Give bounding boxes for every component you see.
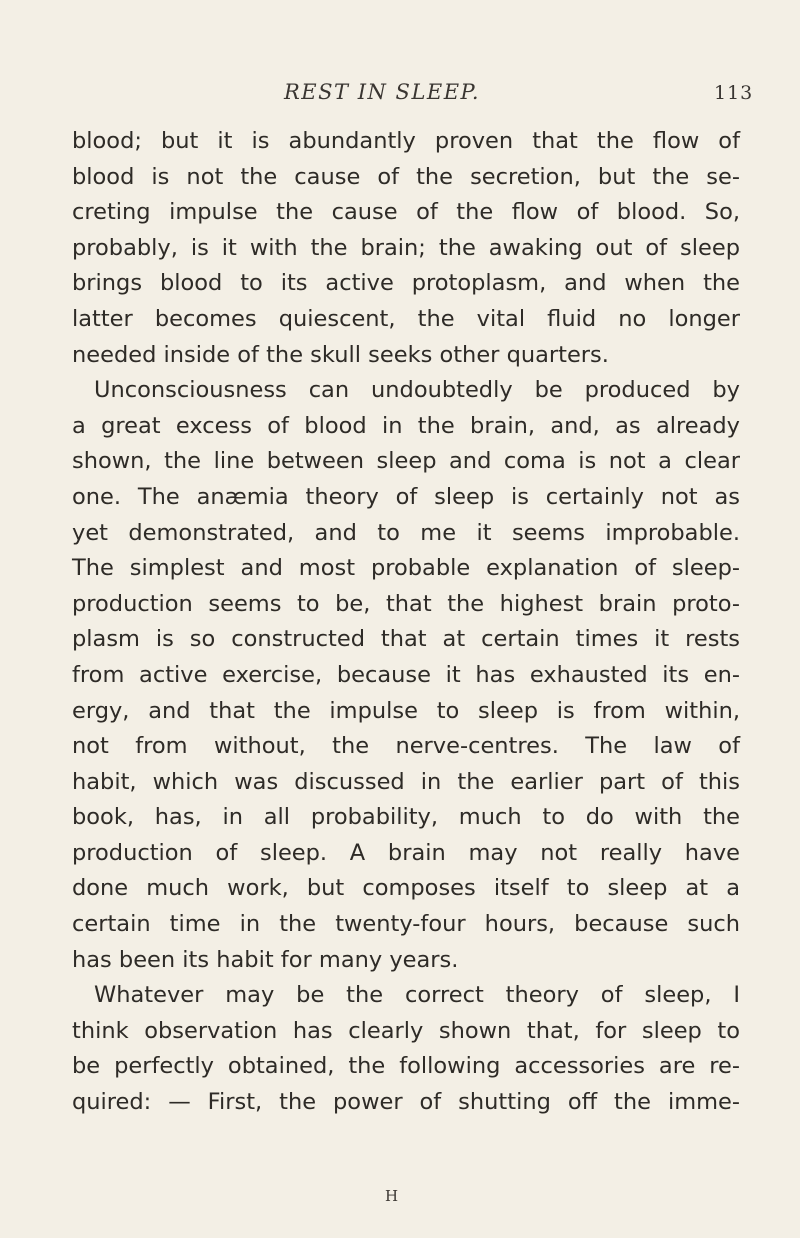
text-line: brings blood to its active protoplasm, and when the: [72, 270, 740, 297]
text-line: certain time in the twenty-four hours, because such: [72, 911, 740, 938]
text-line: latter becomes quiescent, the vital fluid no longer: [72, 305, 740, 332]
text-line: shown, the line between sleep and coma is not a clear: [72, 448, 740, 475]
text-line: production seems to be, that the highest brain proto-: [72, 590, 740, 617]
text-line: The simplest and most probable explanation of sleep-: [72, 555, 740, 582]
text-line: quired: — First, the power of shutting off the imme-: [72, 1089, 740, 1116]
text-line: from active exercise, because it has exhausted its en-: [72, 661, 740, 688]
running-head: [0, 80, 800, 110]
text-line: production of sleep. A brain may not really have: [72, 839, 740, 866]
text-line: be perfectly obtained, the following accessories are re-: [72, 1053, 740, 1080]
text-line: not from without, the nerve-centres. The law of: [72, 733, 740, 760]
text-line: think observation has clearly shown that, for sleep to: [72, 1017, 740, 1044]
text-line: has been its habit for many years.: [72, 946, 459, 973]
text-line: blood is not the cause of the secretion, but the se-: [72, 163, 740, 190]
text-line: habit, which was discussed in the earlier part of this: [72, 768, 740, 795]
body-text: [72, 124, 740, 1121]
text-line: Whatever may be the correct theory of sleep, I: [94, 982, 740, 1009]
text-line: book, has, in all probability, much to do with the: [72, 804, 740, 831]
text-line: a great excess of blood in the brain, and, as already: [72, 412, 740, 439]
text-line: done much work, but composes itself to sleep at a: [72, 875, 740, 902]
page-number: 113: [714, 82, 754, 104]
signature-mark: H: [385, 1187, 399, 1205]
text-line: one. The anæmia theory of sleep is certainly not as: [72, 483, 740, 510]
text-line: plasm is so constructed that at certain times it rests: [72, 626, 740, 653]
text-line: Unconsciousness can undoubtedly be produced by: [94, 377, 740, 404]
text-line: ergy, and that the impulse to sleep is from within,: [72, 697, 740, 724]
text-line: probably, is it with the brain; the awaking out of sleep: [72, 234, 740, 261]
text-line: yet demonstrated, and to me it seems improbable.: [72, 519, 740, 546]
text-line: blood; but it is abundantly proven that the flow of: [72, 128, 740, 154]
running-title: REST IN SLEEP.: [284, 80, 481, 104]
text-line: needed inside of the skull seeks other quarters.: [72, 341, 609, 368]
text-line: creting impulse the cause of the flow of blood. So,: [72, 199, 740, 226]
